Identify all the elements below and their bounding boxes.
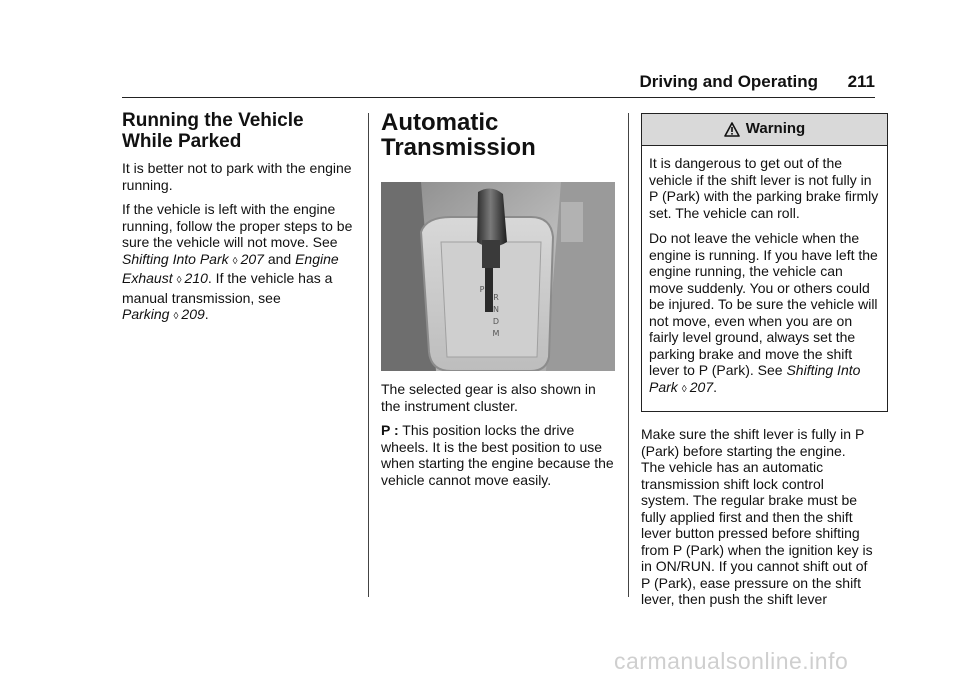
page-ref-icon: ◊ — [176, 275, 182, 286]
warning-icon — [724, 122, 740, 137]
column-2 — [381, 110, 619, 496]
page-ref-icon: ◊ — [681, 383, 687, 395]
gear-label-p: P : — [381, 422, 399, 438]
svg-text:D: D — [492, 317, 500, 326]
cross-reference-link[interactable]: Parking — [122, 306, 170, 322]
warning-header — [642, 114, 887, 146]
page-number: 211 — [847, 72, 875, 91]
page-reference[interactable]: 210 — [184, 270, 208, 286]
cross-reference-link[interactable]: Engine Exhaust — [122, 250, 339, 286]
cross-reference-link[interactable]: Shifting Into Park — [649, 362, 861, 395]
paragraph: Make sure the shift lever is fully in P (Park) before starting the engine. The vehicle has an automatic transmission shift lock control system. The regular brake must be fully applied first and then the shift lever button pressed before shifting from P (Park) when the ignition key is in ON/RUN. If you cannot shift out of P (Park), ease pressure on the shift lever, then push the shift lever — [641, 426, 873, 607]
warning-paragraph: Do not leave the vehicle when the engine is running. If you have left the engine running, the vehicle can move suddenly. You or others could be injured. To be sure the vehicle will not move, even when you are on fairly level ground, always set the parking brake and move the shift lever to P (Park). See Shifting Into Park ◊ 207. — [649, 230, 878, 395]
column-divider-2 — [628, 113, 629, 597]
header-title: Driving and Operating — [639, 72, 818, 91]
header-rule — [122, 97, 875, 98]
section-heading-running-parked: Running the Vehicle While Parked — [122, 110, 304, 152]
svg-text:N: N — [493, 305, 499, 314]
column-3 — [641, 113, 888, 616]
column-divider-1 — [368, 113, 369, 597]
page-ref-icon: ◊ — [232, 255, 238, 267]
warning-body — [642, 146, 887, 411]
page-reference[interactable]: 209 — [181, 306, 205, 322]
svg-text:P: P — [479, 285, 485, 294]
shift-lever-photo — [381, 182, 615, 371]
page-reference[interactable]: 207 — [689, 378, 714, 395]
paragraph: It is better not to park with the engine running. — [122, 160, 352, 193]
paragraph: P : This position locks the drive wheels. It is the best position to use when starting the engine because the vehicle cannot move easily. — [381, 422, 614, 488]
paragraph: If the vehicle is left with the engine running, follow the proper steps to be sure the vehicle will not move. See Shifting Into Park ◊ 207 and Engine Exhaust ◊ 210. If the vehicle has a manual transmission, see Parking ◊ 209. — [122, 201, 353, 322]
cross-reference-link[interactable]: Shifting Into Park — [122, 250, 229, 267]
warning-box — [641, 113, 888, 412]
watermark: carmanualsonline.info — [614, 648, 849, 674]
svg-text:R: R — [493, 293, 499, 302]
svg-text:M: M — [492, 329, 500, 338]
warning-title: Warning — [745, 120, 806, 138]
page-reference[interactable]: 207 — [240, 250, 264, 267]
column-1 — [122, 110, 358, 334]
section-heading-automatic-transmission: Automatic Transmission — [381, 109, 536, 161]
page-ref-icon: ◊ — [173, 311, 179, 322]
warning-paragraph: It is dangerous to get out of the vehicle if the shift lever is not fully in P (Park) with the parking brake firmly set. The vehicle can roll. — [649, 155, 879, 221]
paragraph: The selected gear is also shown in the instrument cluster. — [381, 381, 596, 414]
